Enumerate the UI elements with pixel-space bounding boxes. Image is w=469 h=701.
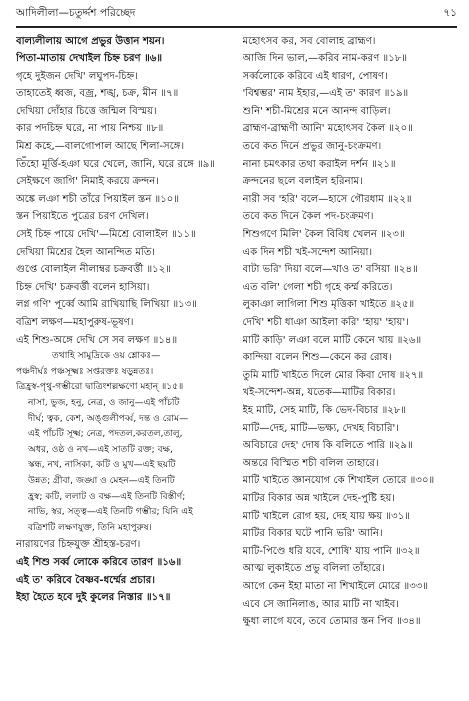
verse-line: মাটির বিকার অন্ন খাইলে দেহ-পুষ্টি হয়। bbox=[242, 492, 395, 504]
verse-line: কার পদচিহ্ন ঘরে, না পায় নিশ্চয় ॥৮॥ bbox=[16, 123, 164, 135]
verse-line: লুকাঞা লাগিলা শিশু মৃত্তিকা খাইতে ॥২৫॥ bbox=[242, 299, 415, 311]
verse-line: হ্রস্ব; কটি, ললাট ও বক্ষ—এই তিনটি বিস্তীর্ণ; bbox=[28, 491, 186, 502]
verse-line: ক্ষুধা লাগে যবে, তবে তোমার স্তন পিব ॥৩৪॥ bbox=[242, 616, 421, 628]
verse-line: মাটির বিকার ঘটে পানি ভরি' আনি। bbox=[242, 528, 383, 540]
verse-line: অঙ্কে লঞা শচী তাঁরে পিয়াইল স্তন ॥১০॥ bbox=[16, 193, 180, 205]
verse-line: নানা চমৎকার তথা করাইল দর্শন ॥২১॥ bbox=[242, 158, 396, 170]
verse-line: লগ্ন গণি' পূর্ব্বে আমি রাখিয়াছি লিখিয়া ॥১৩॥ bbox=[16, 299, 197, 311]
verse-line: তথাহি সামুদ্রিকে ওয় শ্লোকঃ— bbox=[52, 351, 161, 362]
verse-line: নাভি, স্বর, সত্ত্ব—এই তিনটি গম্ভীর; যিনি এই bbox=[28, 507, 193, 518]
verse-line: মাটি—দেহ, মাটি—ভক্ষ্য, দেখহ বিচারি'। bbox=[242, 422, 399, 434]
verse-line: মাটি খাইলে রোগ হয়, দেহ যায় ক্ষয় ॥৩১॥ bbox=[242, 510, 410, 522]
verse-line: কান্দিয়া বলেন শিশু—কেনে কর রোষ। bbox=[242, 352, 392, 364]
verse-line: বাটা ভরি' দিয়া বলে—খাও ত' বসিয়া ॥২৪॥ bbox=[242, 264, 418, 276]
verse-line: তুমি মাটি খাইতে দিলে মোর কিবা দোষ ॥২৭॥ bbox=[242, 369, 424, 381]
text-columns bbox=[16, 33, 457, 631]
verse-line: তবে কত দিনে প্রভুর জানু-চংক্রমণ। bbox=[242, 141, 382, 153]
verse-line: অধর, ওষ্ঠ ও নখ—এই সাতটি রক্ত; বক্ষ, bbox=[28, 444, 173, 455]
verse-line: মিশ্র কহে,—বালগোপাল আছে শিলা-সঙ্গে। bbox=[16, 141, 185, 153]
verse-line: অন্তরে বিস্মিত শচী বলিল তাহারে। bbox=[242, 457, 379, 469]
verse-line: আত্ম লুকাইতে প্রভু বলিলা তাঁহারে। bbox=[242, 563, 385, 575]
verse-line: এক দিন শচী খই-সন্দেশ আনিয়া। bbox=[242, 246, 373, 258]
verse-line: শুনি' শচী-মিশ্রের মনে আনন্দ বাড়িল। bbox=[242, 105, 391, 117]
running-header bbox=[16, 6, 457, 24]
left-column bbox=[16, 33, 231, 631]
verse-line: নারী সব 'হরি' বলে—হাসে গৌরধাম ॥২২॥ bbox=[242, 193, 412, 205]
verse-line: স্কন্ধ, নখ, নাসিকা, কটি ও মুখ—এই ছয়টি bbox=[28, 460, 176, 471]
verse-line: সেই চিহ্ন পায়ে দেখি'—মিশ্রে বোলাইল ॥১১॥ bbox=[16, 229, 196, 241]
header-rule bbox=[16, 26, 457, 28]
verse-line: নাসা, ভুজ, হনু, নেত্র, ও জানু—এই পাঁচটি bbox=[28, 397, 180, 408]
verse-line: ক্রন্দনের ছলে বলাইল হরিনাম। bbox=[242, 176, 363, 188]
verse-line: মাটি কাড়ি' লঞা বলে মাটি কেনে খায় ॥২৬॥ bbox=[242, 334, 422, 346]
verse-line: পঞ্চদীর্ঘঃ পঞ্চসূক্ষ্মঃ সপ্তরক্তঃ ষড়ুন্নতঃ। bbox=[16, 366, 154, 377]
page-number: ৭১ bbox=[443, 7, 457, 19]
verse-line: আগে কেন ইহা মাতা না শিখাইলে মোরে ॥৩৩॥ bbox=[242, 580, 429, 592]
verse-line: মাটি খাইতে জ্ঞানযোগ কে শিখাইল তোরে ॥৩০॥ bbox=[242, 475, 435, 487]
verse-line: বত্রিশটি লক্ষণযুক্ত, তিনি মহাপুরুষ। bbox=[28, 522, 152, 533]
verse-line: দীর্ঘ; ত্বক, কেশ, অঙ্গুলীপর্ব্ব, দন্ত ও রোম— bbox=[28, 413, 189, 424]
verse-line: চিহ্ন দেখি' চক্রবর্ত্তী বলেন হাসিয়া। bbox=[16, 281, 150, 293]
verse-line: বত্রিশ লক্ষণ—মহাপুরুষ-ভূষণ। bbox=[16, 317, 134, 328]
verse-line: তবে কত দিনে কৈল পদ-চংক্রমণ। bbox=[242, 211, 374, 223]
verse-line: মাটি-পিণ্ডে ধরি যবে, শোষি' যায় পানি ॥৩২॥ bbox=[242, 545, 420, 557]
verse-line: দেখি' শচী ধাঞা আইলা করি' 'হায়' 'হায়'। bbox=[242, 317, 409, 328]
verse-line: তাহাতেই ধ্বজ, বজ্র, শঙ্খ, চক্র, মীন ॥৭॥ bbox=[16, 88, 179, 100]
verse-line: এই পাঁচটি সূক্ষ্ম; নেত্র, পদতল,করতল,তালু, bbox=[28, 429, 183, 440]
verse-line: এবে সে জানিলাঙ, আর মাটি না খাইব। bbox=[242, 598, 400, 610]
verse-line: সেইক্ষণে জাগি' নিমাই করয়ে ক্রন্দন। bbox=[16, 176, 159, 188]
verse-line: ত্রিহ্রস্ব-পৃথু-গম্ভীরো দ্বাত্রিংশল্লক্ষণো মহান্ ॥১৫॥ bbox=[16, 382, 184, 393]
verse-line: এত বলি' গেলা শচী গৃহে কর্ম্ম করিতে। bbox=[242, 281, 393, 293]
verse-line: ব্রাহ্মণ-ব্রাহ্মণী আনি' মহোৎসব কৈল ॥২০॥ bbox=[242, 123, 413, 135]
verse-line: অবিচারে দেহ' দোষ কি বলিতে পারি ॥২৯॥ bbox=[242, 440, 413, 452]
verse-line: ইহা হৈতে হবে দুই কুলের নিস্তার ॥১৭॥ bbox=[16, 592, 171, 604]
verse-line: তিঁহো মূর্ত্তি-হঞা ঘরে খেলে, জানি, ঘরে রঙ্গে ॥৯॥ bbox=[16, 158, 215, 170]
verse-line: বাল্যলীলায় আগে প্রভুর উত্তান শয়ন। bbox=[16, 35, 165, 47]
verse-line: 'বিশ্বম্ভর' নাম ইহার,—এই ত' কারণ ॥১৯॥ bbox=[242, 88, 409, 100]
verse-line: এই ত' করিবে বৈষ্ণব-ধর্ম্মের প্রচার। bbox=[16, 574, 155, 586]
verse-line: দেখিয়া দোঁহার চিত্তে জন্মিল বিস্ময়। bbox=[16, 105, 157, 117]
verse-line: খই-সন্দেশ-অন্ন, যতেক—মাটির বিকার। bbox=[242, 387, 396, 399]
verse-line: স্তন পিয়াইতে পুত্রের চরণ দেখিল। bbox=[16, 211, 149, 223]
verse-line: গুপ্তে বোলাইল নীলাম্বর চক্রবর্ত্তী ॥১২॥ bbox=[16, 264, 172, 276]
verse-line: উন্নত; গ্রীবা, জঙ্ঘা ও মেহন—এই তিনটি bbox=[28, 475, 175, 486]
verse-line: ইহ মাটি, সেহ মাটি, কি ভেদ-বিচার ॥২৮॥ bbox=[242, 404, 407, 416]
right-column bbox=[243, 33, 458, 631]
verse-line: পিতা-মাতায় দেখাইল চিহ্ন চরণ ॥৬॥ bbox=[16, 53, 163, 65]
verse-line: এই শিশু-অঙ্গে দেখি সে সব লক্ষণ ॥১৪॥ bbox=[16, 334, 178, 346]
verse-line: সর্ব্বলোকে করিবে এই ধারণ, পোষণ। bbox=[242, 70, 388, 82]
chapter-title: আদিলীলা—চতুর্দ্দশ পরিচ্ছেদ bbox=[16, 7, 136, 19]
verse-line: শিশুগণে মিলি' কৈল বিবিধ খেলন ॥২৩॥ bbox=[242, 229, 405, 241]
verse-line: দেখিয়া মিশ্রের হৈল আনন্দিত মতি। bbox=[16, 246, 156, 258]
verse-line: মহোৎসব কর, সব বোলাহ ব্রাহ্মণ। bbox=[242, 35, 376, 47]
verse-line: গৃহে দুইজন দেখি' লঘুপদ-চিহ্ন। bbox=[16, 70, 138, 82]
verse-line: নারায়ণের চিহ্নযুক্ত শ্রীহস্ত-চরণ। bbox=[16, 539, 141, 551]
verse-line: আজি দিন ভাল,—করিব নাম-করণ ॥১৮॥ bbox=[242, 53, 408, 65]
verse-line: এই শিশু সর্ব্ব লোকে করিবে তারণ ॥১৬॥ bbox=[16, 556, 182, 568]
